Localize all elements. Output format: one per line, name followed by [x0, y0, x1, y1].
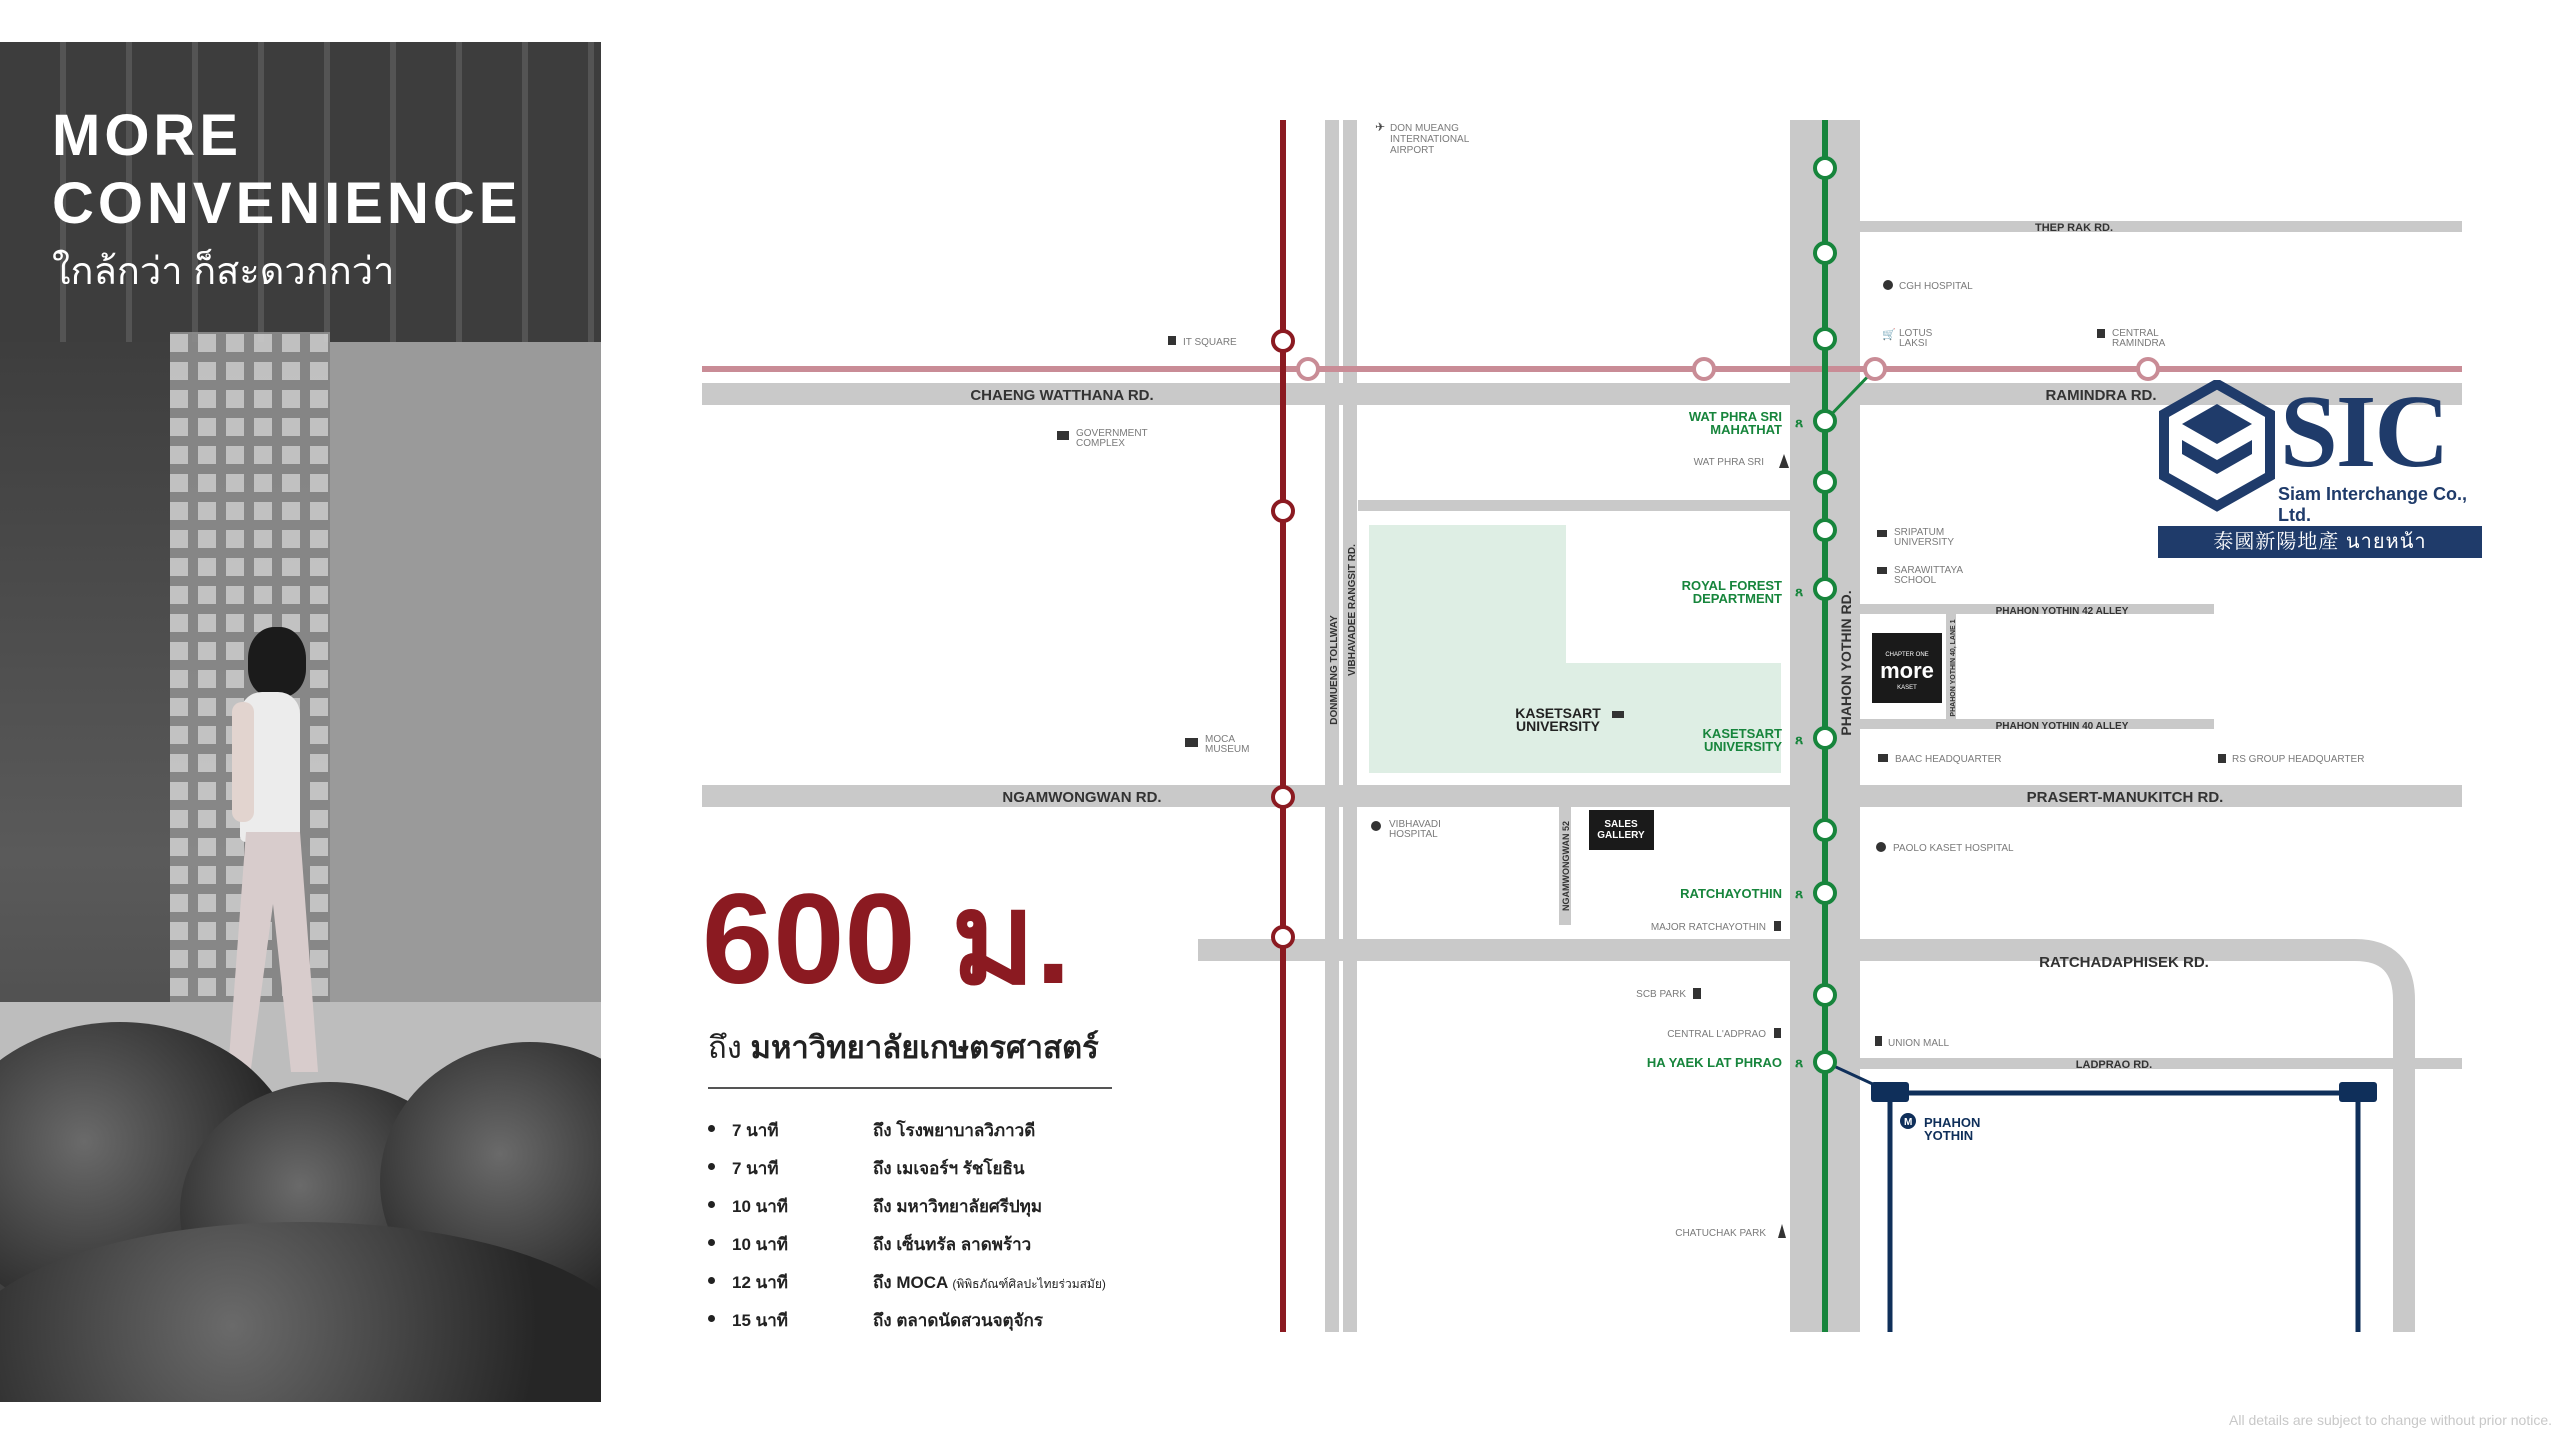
hospital-icon [1876, 842, 1886, 852]
station-label-phahon-yothin [1924, 1115, 1980, 1143]
label-phahon-40-alley: PHAHON YOTHIN 40 ALLEY [1995, 721, 2129, 732]
station-label-line: WAT PHRA SRI [1688, 409, 1782, 424]
sic-company-name: Siam Interchange Co., Ltd. [2278, 484, 2468, 525]
list-item [708, 1112, 1228, 1150]
shop-icon [2097, 329, 2105, 338]
school-icon [1877, 530, 1887, 537]
museum-icon [1185, 738, 1198, 747]
project-marker-sub: KASET [1897, 685, 1917, 691]
poi-label-line: VIBHAVADI [1389, 819, 1441, 830]
shop-icon [1774, 1028, 1781, 1038]
station-marker [1298, 359, 1318, 379]
poi-lotus-laksi [1899, 328, 1933, 349]
travel-destination [873, 1307, 1043, 1334]
label-ratchadaphisek: RATCHADAPHISEK RD. [2039, 954, 2209, 971]
station-marker [2138, 359, 2158, 379]
plane-icon: ✈ [1375, 120, 1386, 134]
travel-destination-name: ถึง มหาวิทยาลัยศรีปทุม [873, 1197, 1043, 1216]
poi-label-line: SCHOOL [1894, 575, 1937, 586]
travel-destination-name: ถึง ตลาดนัดสวนจตุจักร [873, 1311, 1043, 1330]
station-marker [1815, 472, 1835, 492]
poi-don-mueang [1390, 123, 1470, 156]
school-icon [1612, 711, 1624, 718]
list-item [708, 1302, 1228, 1340]
poi-government-complex [1076, 428, 1148, 449]
blue-line-depot [1871, 1082, 1909, 1102]
poi-label-line: RAMINDRA [2112, 338, 2166, 349]
station-label-line: ROYAL FOREST [1681, 578, 1782, 593]
road-thep-rak [1860, 221, 2462, 232]
poi-wat-phra-sri: WAT PHRA SRI [1693, 457, 1764, 468]
bullet-icon [708, 1201, 715, 1208]
travel-destination-name: ถึง โรงพยาบาลวิภาวดี [873, 1121, 1036, 1140]
poi-label-line: LAKSI [1899, 338, 1928, 349]
divider [708, 1087, 1112, 1089]
tree-icon: ጸ [1795, 731, 1804, 747]
travel-time: 15 นาที [732, 1311, 789, 1330]
station-marker [1815, 243, 1835, 263]
sales-gallery-label-line: SALES [1604, 819, 1638, 830]
station-label-line: MAHATHAT [1710, 422, 1782, 437]
travel-times-list [708, 1112, 1228, 1340]
station-marker [1815, 520, 1835, 540]
station-marker [1694, 359, 1714, 379]
station-label-line: PHAHON [1924, 1115, 1981, 1130]
hospital-icon [1883, 280, 1893, 290]
poi-sripatum [1894, 527, 1954, 548]
building-icon [1693, 988, 1701, 999]
label-ngamwongwan-52: NGAMWONGWAN 52 [1561, 821, 1571, 911]
road-ladprao [1860, 1058, 2462, 1069]
road-donmueng-tollway [1325, 120, 1339, 1332]
campus-label [1515, 705, 1601, 734]
building-icon [1057, 431, 1069, 440]
station-marker [1815, 1052, 1835, 1072]
panel-tagline: ใกล้กว่า ก็สะดวกกว่า [52, 251, 395, 293]
tree-icon: ጸ [1795, 885, 1804, 901]
building-icon [1878, 754, 1888, 762]
station-marker [1815, 728, 1835, 748]
sales-gallery-label-line: GALLERY [1597, 830, 1645, 841]
mrt-icon-letter: M [1904, 1117, 1913, 1128]
hospital-icon [1371, 821, 1381, 831]
travel-time: 12 นาที [732, 1273, 789, 1292]
travel-destination [873, 1269, 1106, 1296]
sic-logo-wordmark: SIC [2280, 374, 2448, 489]
campus-label-line: KASETSART [1515, 705, 1601, 721]
station-label-line: KASETSART [1702, 726, 1782, 741]
travel-destination [873, 1231, 1031, 1258]
poi-central-ladprao: CENTRAL L'ADPRAO [1667, 1029, 1766, 1040]
poi-it-square: IT SQUARE [1183, 337, 1237, 348]
station-label-line: DEPARTMENT [1692, 591, 1782, 606]
label-prasert-manukitch: PRASERT-MANUKITCH RD. [2026, 789, 2224, 806]
poi-chatuchak-park: CHATUCHAK PARK [1675, 1228, 1766, 1239]
road-vibhavadee-rangsit [1343, 120, 1357, 1332]
travel-destination [873, 1117, 1035, 1144]
travel-destination-name: ถึง MOCA [873, 1273, 948, 1292]
poi-paolo-kaset: PAOLO KASET HOSPITAL [1893, 843, 2014, 854]
station-label-line: UNIVERSITY [1703, 739, 1782, 754]
poi-vibhavadi-hospital [1389, 819, 1441, 840]
disclaimer: All details are subject to change without prior notice. [2229, 1412, 2552, 1428]
label-vibhavadee: VIBHAVADEE RANGSIT RD. [1347, 544, 1358, 676]
distance-destination-name: มหาวิทยาลัยเกษตรศาสตร์ [750, 1030, 1099, 1065]
label-phahon-42-alley: PHAHON YOTHIN 42 ALLEY [1995, 606, 2129, 617]
poi-sarawittaya [1894, 565, 1963, 586]
label-ramindra: RAMINDRA RD. [2045, 387, 2157, 404]
station-label-royal-forest [1682, 578, 1782, 606]
station-marker [1815, 820, 1835, 840]
bullet-icon [708, 1163, 715, 1170]
travel-time: 10 นาที [732, 1235, 789, 1254]
poi-scb-park: SCB PARK [1636, 989, 1686, 1000]
poi-label-line: AIRPORT [1390, 145, 1435, 156]
travel-destination-name: ถึง เซ็นทรัล ลาดพร้าว [873, 1235, 1032, 1254]
list-item [708, 1226, 1228, 1264]
poi-cgh-hospital: CGH HOSPITAL [1899, 281, 1973, 292]
poi-union-mall: UNION MALL [1888, 1038, 1950, 1049]
sic-tagline: 泰國新陽地產 นายหน้าอสังหาริมทรัพย์ [2158, 526, 2482, 558]
tree-icon: ጸ [1795, 414, 1804, 430]
list-item [708, 1150, 1228, 1188]
poi-label-line: GOVERNMENT [1076, 428, 1148, 439]
travel-destination [873, 1193, 1042, 1220]
panel-heading: MORE CONVENIENCE [52, 103, 522, 236]
poi-moca [1205, 734, 1249, 755]
label-phahon-yothin: PHAHON YOTHIN RD. [1838, 590, 1854, 736]
poi-baac: BAAC HEADQUARTER [1895, 754, 2002, 765]
label-thep-rak: THEP RAK RD. [2034, 222, 2114, 234]
distance-headline: 600 ม. [702, 868, 1072, 1011]
poi-label-line: LOTUS [1899, 328, 1933, 339]
bullet-icon [708, 1277, 715, 1284]
station-marker [1815, 411, 1835, 431]
building-icon [2218, 754, 2226, 763]
shop-icon [1168, 336, 1176, 345]
station-marker [1815, 329, 1835, 349]
station-label-wat-phra-sri [1689, 409, 1782, 437]
poi-label-line: DON MUEANG [1390, 123, 1459, 134]
poi-label-line: INTERNATIONAL [1390, 134, 1470, 145]
poi-label-line: SARAWITTAYA [1894, 565, 1964, 576]
label-ladprao: LADPRAO RD. [2075, 1059, 2153, 1071]
travel-time: 7 นาที [732, 1159, 779, 1178]
station-marker [1815, 883, 1835, 903]
poi-label-line: SRIPATUM [1894, 527, 1945, 538]
sic-logo [2158, 374, 2484, 585]
station-marker [1273, 927, 1293, 947]
tree-icon: ጸ [1795, 1054, 1804, 1070]
temple-icon [1779, 454, 1789, 468]
campus-label-line: UNIVERSITY [1515, 718, 1601, 734]
cart-icon: 🛒 [1882, 329, 1896, 341]
travel-time: 7 นาที [732, 1121, 779, 1140]
poi-rs-group: RS GROUP HEADQUARTER [2232, 754, 2365, 765]
cinema-icon [1774, 921, 1781, 931]
travel-destination-name: ถึง เมเจอร์ฯ รัชโยธิน [873, 1159, 1025, 1178]
poi-label-line: CENTRAL [2112, 328, 2159, 339]
list-item [708, 1188, 1228, 1226]
station-marker [1273, 787, 1293, 807]
travel-time: 10 นาที [732, 1197, 789, 1216]
station-marker [1273, 501, 1293, 521]
poi-label-line: COMPLEX [1076, 438, 1125, 449]
shop-icon [1875, 1036, 1882, 1046]
label-phahon-40-lane-1: PHAHON YOTHIN 40, LANE 1 [1950, 619, 1957, 717]
station-marker [1815, 579, 1835, 599]
label-chaeng-watthana: CHAENG WATTHANA RD. [970, 387, 1154, 404]
road-connector [1358, 500, 1790, 511]
station-marker [1865, 359, 1885, 379]
bullet-icon [708, 1239, 715, 1246]
distance-destination [708, 1022, 1099, 1072]
tree-icon: ጸ [1795, 583, 1804, 599]
label-donmueng-tollway: DONMUENG TOLLWAY [1329, 615, 1340, 725]
sic-logo-mark [2158, 380, 2276, 514]
project-marker-name: more [1880, 658, 1934, 683]
station-label-ratchayothin: RATCHAYOTHIN [1680, 886, 1782, 901]
travel-destination [873, 1155, 1024, 1182]
list-item [708, 1264, 1228, 1302]
poi-major-ratchayothin: MAJOR RATCHAYOTHIN [1650, 922, 1766, 933]
blue-line-depot [2339, 1082, 2377, 1102]
poi-central-ramindra [2112, 328, 2166, 349]
poi-label-line: MOCA [1205, 734, 1235, 745]
label-ngamwongwan: NGAMWONGWAN RD. [1002, 789, 1162, 806]
tree-icon [1778, 1224, 1786, 1238]
poi-label-line: MUSEUM [1205, 744, 1250, 755]
poi-label-line: HOSPITAL [1389, 829, 1438, 840]
station-marker [1815, 158, 1835, 178]
poi-label-line: UNIVERSITY [1894, 537, 1955, 548]
station-label-ha-yaek-lat-phrao: HA YAEK LAT PHRAO [1646, 1055, 1782, 1070]
school-icon [1877, 567, 1887, 574]
station-label-line: YOTHIN [1924, 1128, 1974, 1143]
bullet-icon [708, 1315, 715, 1322]
station-label-kasetsart [1703, 726, 1783, 754]
project-marker-top: CHAPTER ONE [1885, 652, 1929, 658]
station-marker [1273, 331, 1293, 351]
distance-prefix: ถึง [708, 1030, 742, 1065]
bullet-icon [708, 1125, 715, 1132]
travel-destination-note: (พิพิธภัณฑ์ศิลปะไทยร่วมสมัย) [952, 1277, 1106, 1291]
station-marker [1815, 985, 1835, 1005]
